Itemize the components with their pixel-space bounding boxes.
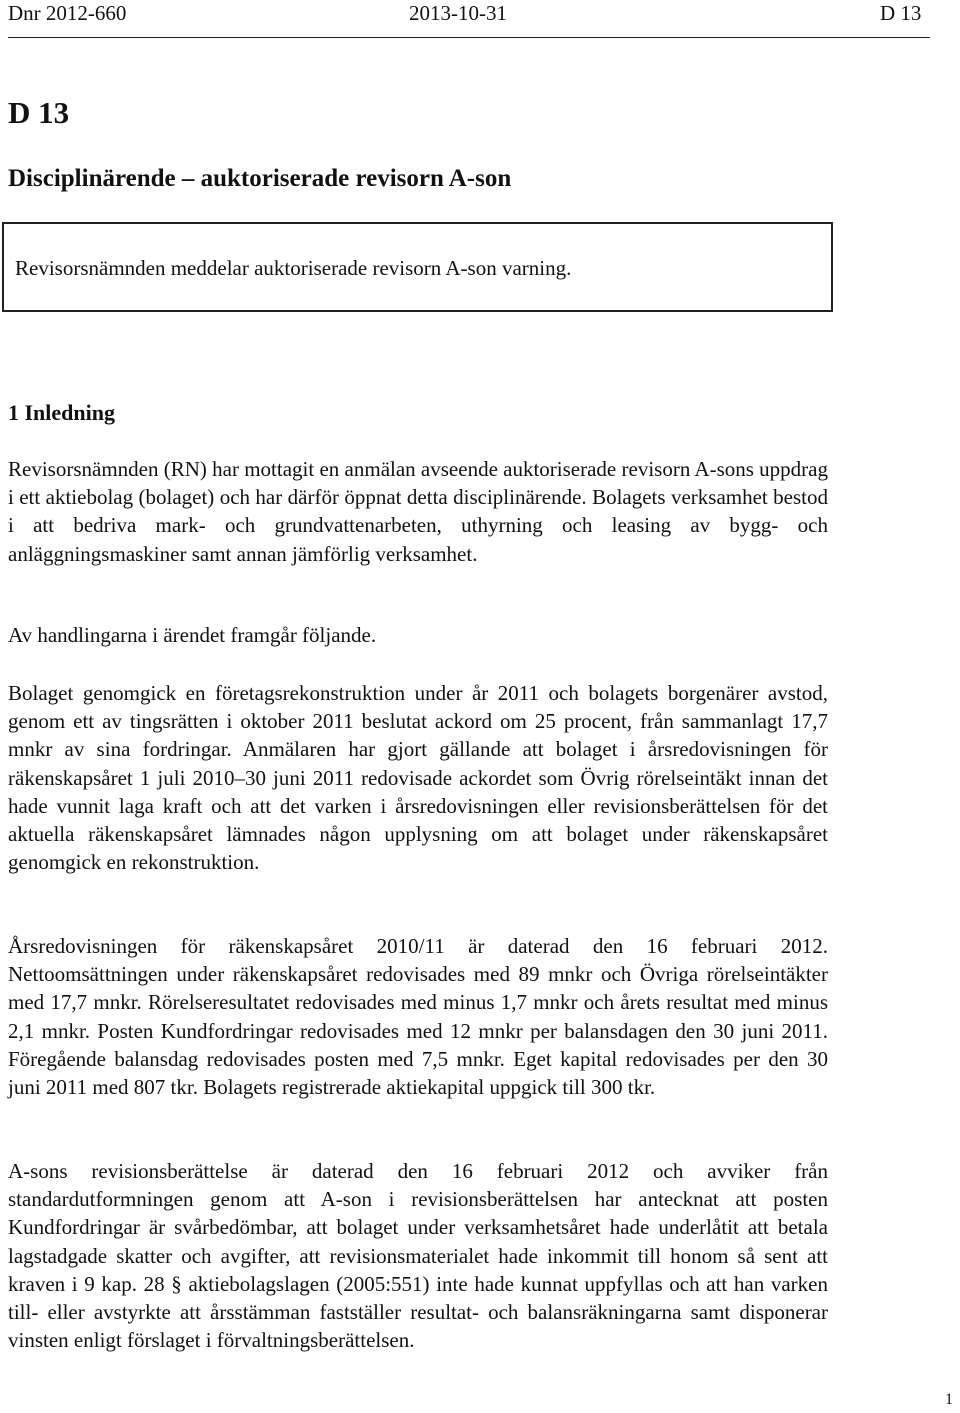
paragraph-audit-report: A-sons revisionsberättelse är daterad den 16 februari 2012 och avviker från standardutformningen genom att A-son i revisionsberättelsen har antecknat att posten Kundfordringar är svårbedömbar, att bolaget under verksamhetsåret hade underlåtit att betala lagstadgade skatter och avgifter, att revisionsmaterialet hade inkommit till honom så sent att kraven i 9 kap. 28 § aktiebolagslagen (2005:551) inte hade kunnat uppfyllas och att han varken till- eller avstyrkte att årsstämman fastställer resultat- och balansräkningarna samt disponerar vinsten enligt förslaget i förvaltningsberättelsen. xyxy=(8,1159,828,1353)
paragraph-annual-report: Årsredovisningen för räkenskapsåret 2010/11 är daterad den 16 februari 2012. Nettoomsättningen under räkenskapsåret redovisades med 89 mnkr och Övriga rörelseintäkter med 17,7 mnkr. Rörelseresultatet redovisades med minus 1,7 mnkr och årets resultat med minus 2,1 mnkr. Posten Kundfordringar redovisades med 12 mnkr per balansdagen den 30 juni 2011. Föregående balansdag redovisades posten med 7,5 mnkr. Eget kapital redovisades per den 30 juni 2011 med 807 tkr. Bolagets registrerade aktiekapital uppgick till 300 tkr. xyxy=(8,934,828,1100)
header-divider xyxy=(8,37,930,38)
header-doc-number: Dnr 2012-660 xyxy=(8,1,127,25)
header-code: D 13 xyxy=(880,1,922,25)
paragraph-reconstruction: Bolaget genomgick en företagsrekonstruktion under år 2011 och bolagets borgenärer avstod, genom ett av tingsrätten i oktober 2011 beslutat ackord om 25 procent, från sammanlagt 17,7 mnkr av sina fordringar. Anmälaren har gjort gällande att bolaget i årsredovisningen för räkenskapsåret 1 juli 2010–30 juni 2011 redovisade ackordet som Övrig rörelseintäkt innan det hade vunnit laga kraft och att det varken i årsredovisningen eller revisionsberättelsen för det aktuella räkenskapsåret lämnades någon upplysning om att bolaget under räkenskapsåret genomgick en rekonstruktion. xyxy=(8,681,828,875)
document-title: Disciplinärende – auktoriserade revisorn A-son xyxy=(8,165,512,192)
summary-text: Revisorsnämnden meddelar auktoriserade revisorn A-son varning. xyxy=(15,256,572,280)
paragraph-documents: Av handlingarna i ärendet framgår följande. xyxy=(8,623,377,647)
header-date: 2013-10-31 xyxy=(409,1,507,25)
document-id: D 13 xyxy=(8,95,70,130)
paragraph-introduction: Revisorsnämnden (RN) har mottagit en anmälan avseende auktoriserade revisorn A-sons uppdrag i ett aktiebolag (bolaget) och har därför öppnat detta disciplinärende. Bolagets verksamhet bestod i att bedriva mark- och grundvattenarbeten, uthyrning och leasing av bygg- och anläggningsmaskiner samt annan jämförlig verksamhet. xyxy=(8,457,828,566)
summary-box xyxy=(2,222,833,312)
section-heading: 1 Inledning xyxy=(8,400,115,425)
page-number: 1 xyxy=(945,1391,953,1408)
